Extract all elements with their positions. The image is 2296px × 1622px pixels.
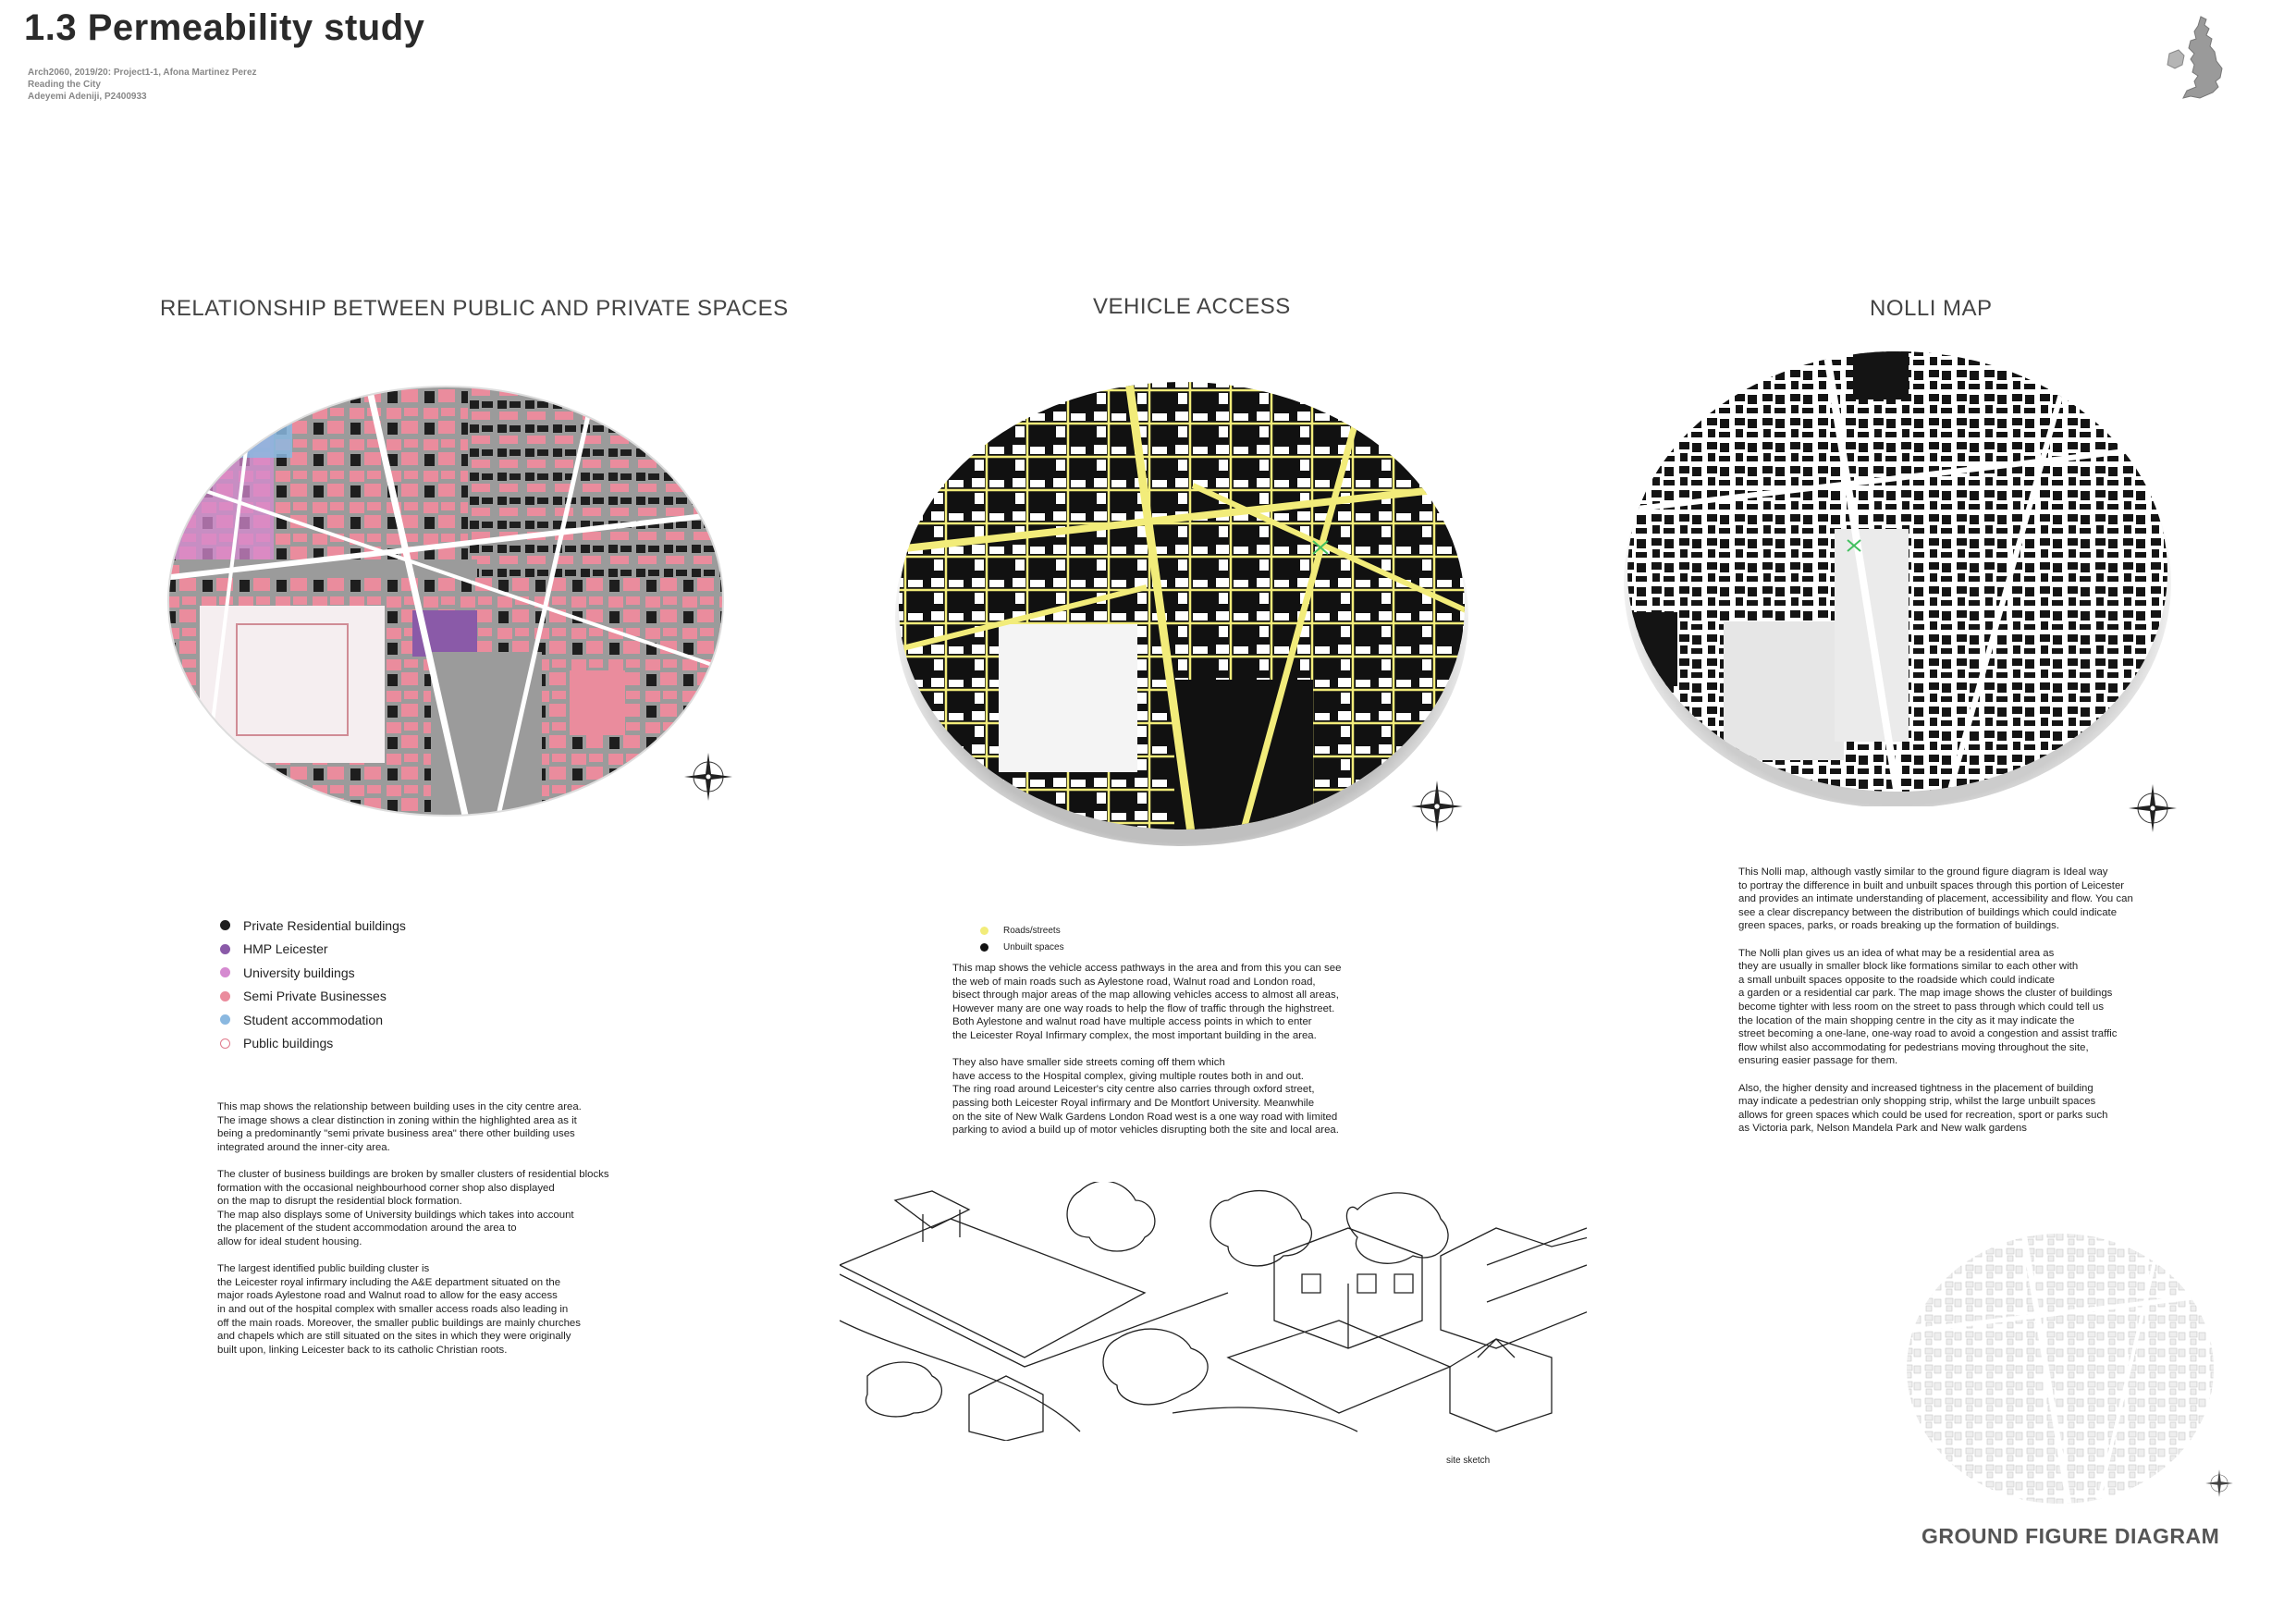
ground-figure-diagram [1903,1230,2217,1507]
legend-label: Student accommodation [243,1012,383,1027]
legend-label: Unbuilt spaces [1003,941,1064,952]
project-meta [28,67,257,103]
compass-icon [2127,782,2179,834]
compass-icon [682,751,734,803]
compass-icon [1409,779,1465,834]
legend-swatch [220,944,230,954]
sketch-caption: site sketch [1446,1456,1491,1466]
heading-vehicle-access: VEHICLE ACCESS [1093,294,1291,319]
legend-label: HMP Leicester [243,941,328,957]
legend-swatch [220,991,230,1001]
legend-label: University buildings [243,965,355,980]
legend-item [980,939,1064,955]
public-private-legend [220,914,406,1055]
vehicle-access-legend [980,922,1064,955]
legend-item [220,914,406,938]
heading-nolli-map: NOLLI MAP [1870,296,1993,321]
heading-ground-figure: GROUND FIGURE DIAGRAM [1922,1524,2220,1548]
legend-swatch [220,1014,230,1025]
legend-item [220,1008,406,1032]
public-private-description: This map shows the relationship between building uses in the city centre area. The image shows a clear distinction in zoning within the highlighted area as it being a predominantly "semi private business area" there other building uses integrated around the inner-city area. The cluster of business buildings are broken by smaller clusters of residential blocks formation with the occasional neighbourhood corner shop also displayed on the map to disrupt the residential block formation. The map also displays some of University buildings which takes into account the placement of the student accommodation around the area to allow for ideal student housing. The largest identified public building cluster is the Leicester royal infirmary including the A&E department situated on the major roads Aylestone road and Walnut road to allow for the easy access in and out of the hospital complex with smaller access roads also leading in off the main roads. Moreover, the smaller public buildings are mainly churches and chapels which are still situated on the sites in which they were originally built upon, linking Leicester back to its catholic Christian roots. [217,1101,609,1356]
legend-item [220,961,406,985]
vehicle-access-description: This map shows the vehicle access pathways in the area and from this you can see the web of main roads such as Aylestone road, Walnut road and London road, bisect through major areas of the map allowing vehicles access to almost all areas, However many are one way roads to help the flow of traffic through the highstreet. Both Aylestone and walnut road have multiple access points in which to enter the Leicester Royal Infirmary complex, the most important building in the area. They also have smaller side streets coming off them which have access to the Hospital complex, giving multiple routes both in and out. The ring road around Leicester's city centre also carries through oxford street, passing both Leicester Royal infirmary and De Montfort University. Meanwhile on the site of New Walk Gardens London Road west is a one way road with limited parking to aviod a build up of motor vehicles disrupting both the site and local area. [952,963,1342,1137]
vehicle-access-map [888,375,1476,846]
legend-item [980,922,1064,939]
legend-label: Semi Private Businesses [243,989,387,1004]
legend-item [220,938,406,962]
meta-line-author: Adeyemi Adeniji, P2400933 [28,92,147,102]
legend-label: Public buildings [243,1036,334,1051]
legend-item [220,985,406,1009]
legend-swatch [220,967,230,977]
heading-public-private: RELATIONSHIP BETWEEN PUBLIC AND PRIVATE SPACES [160,296,789,321]
public-private-map [163,375,729,828]
uk-location-map [2164,13,2223,105]
site-sketch [840,1182,1587,1441]
legend-label: Private Residential buildings [243,917,406,933]
legend-item [220,1032,406,1056]
legend-label: Roads/streets [1003,925,1061,936]
nolli-map [1622,344,2173,806]
legend-swatch [980,927,988,935]
legend-swatch [220,920,230,930]
meta-line-course: Arch2060, 2019/20: Project1-1, Afona Martinez Perez [28,68,257,78]
meta-line-module: Reading the City [28,80,101,90]
page-title: 1.3 Permeability study [24,7,425,48]
legend-swatch [220,1038,230,1049]
nolli-description: This Nolli map, although vastly similar to the ground figure diagram is Ideal way to portray the difference in built and unbuilt spaces through this portion of Leicester and provides an intimate understanding of placement, accessibility and flow. You can see a clear discrepancy between the distribution of buildings which could indicate green spaces, parks, or roads breaking up the formation of buildings. The Nolli plan gives us an idea of what may be a residential area as they are usually in smaller block like formations similar to each other with a small unbuilt spaces opposite to the roadside which could indicate a garden or a residential car park. The map image shows the cluster of buildings become tighter with less room on the street to pass through which could tell us the location of the main shopping centre in the city as it may indicate the street becoming a one-lane, one-way road to avoid a congestion and assist traffic flow whilst also accommodating for pedestrians moving throughout the site, ensuring easier passage for them. Also, the higher density and increased tightness in the placement of building may indicate a pedestrian only shopping strip, whilst the large unbuilt spaces allows for green spaces which could be used for recreation, sport or parks such as Victoria park, Nelson Mandela Park and New walk gardens [1738,866,2133,1135]
legend-swatch [980,943,988,952]
